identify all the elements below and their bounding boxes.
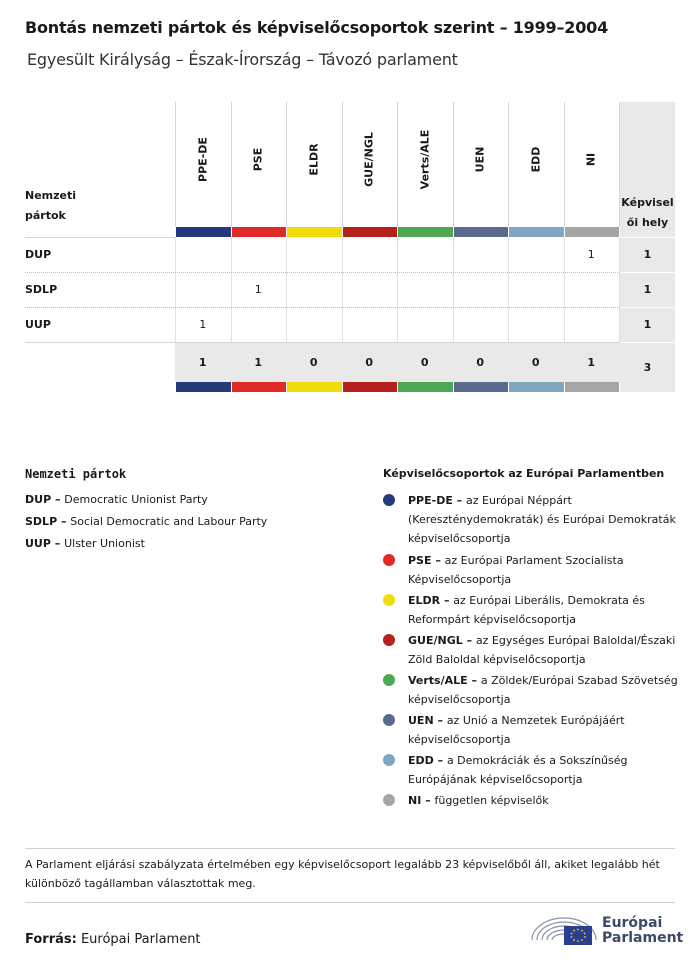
row-label-uup: UUP (25, 318, 51, 331)
parties-legend-title: Nemzeti pártok (25, 467, 127, 481)
column-color-bar-bottom (398, 382, 453, 392)
column-header-ppede: PPE-DE (196, 137, 210, 182)
group-color-dot (383, 794, 395, 806)
column-divider (564, 102, 565, 227)
group-text (408, 791, 688, 810)
column-divider-body (397, 237, 398, 342)
page-title: Bontás nemzeti pártok és képviselőcsoportok szerint – 1999–2004 (25, 18, 609, 37)
group-abbr: ELDR – (408, 594, 454, 607)
seats-row-rule (620, 237, 675, 238)
group-abbr: PPE-DE – (408, 494, 467, 507)
total-cell: 0 (476, 356, 485, 369)
party-abbr: DUP – (25, 493, 65, 506)
table-cell: 1 (254, 283, 262, 296)
group-desc: a Demokráciák és a Sokszínűség Európájának képviselőcsoportja (408, 754, 628, 786)
seats-row-rule (620, 307, 675, 308)
seats-cell: 1 (643, 248, 652, 261)
group-abbr: EDD – (408, 754, 447, 767)
logo-line-2: Parlament (602, 930, 684, 946)
column-color-bar (454, 227, 509, 237)
group-desc: az Európai Liberális, Demokrata és Reformpárt képviselőcsoportja (408, 594, 645, 626)
table-cell: 1 (199, 318, 207, 331)
party-legend-item (25, 515, 267, 528)
total-seats-cell: 3 (643, 361, 652, 374)
total-cell: 0 (309, 356, 318, 369)
total-cell: 1 (198, 356, 207, 369)
groups-legend-title: Képviselőcsoportok az Európai Parlamentben (383, 467, 665, 480)
row-label-dup: DUP (25, 248, 52, 261)
column-divider (231, 102, 232, 227)
group-text (408, 751, 688, 789)
column-divider (508, 102, 509, 227)
column-divider-body (342, 237, 343, 342)
party-abbr: SDLP – (25, 515, 71, 528)
note-divider-top (25, 848, 675, 849)
group-desc: az Európai Parlament Szocialista Képviselőcsoportja (408, 554, 624, 586)
group-color-dot (383, 494, 395, 506)
column-color-bar (343, 227, 398, 237)
seats-header-line: ői hely (626, 216, 669, 229)
column-color-bar-bottom (565, 382, 620, 392)
logo-text (602, 916, 683, 946)
total-cell: 1 (254, 356, 263, 369)
column-divider (286, 102, 287, 227)
seats-row-rule (620, 272, 675, 273)
page-subtitle: Egyesült Királyság – Észak-Írország – Távozó parlament (27, 50, 458, 69)
party-legend-item (25, 537, 145, 550)
seats-column-bg (620, 102, 675, 392)
seats-header-line: Képvisel (621, 196, 674, 209)
column-header-ni: NI (584, 152, 598, 167)
note-divider-bottom (25, 902, 675, 903)
total-cell: 0 (420, 356, 429, 369)
column-header-edd: EDD (529, 146, 543, 173)
source-line (25, 932, 201, 947)
column-header-vertsale: Verts/ALE (418, 129, 432, 190)
column-color-bar (565, 227, 620, 237)
group-color-dot (383, 674, 395, 686)
party-name: Ulster Unionist (64, 537, 145, 550)
source-label: Forrás: (25, 932, 77, 947)
column-color-bar-bottom (287, 382, 342, 392)
group-color-dot (383, 554, 395, 566)
group-abbr: GUE/NGL – (408, 634, 476, 647)
group-desc: az Unió a Nemzetek Európájáért képviselőcsoportja (408, 714, 625, 746)
total-cell: 0 (531, 356, 540, 369)
column-color-bar-bottom (454, 382, 509, 392)
party-abbr: UUP – (25, 537, 65, 550)
table-cell: 1 (587, 248, 595, 261)
total-cell: 1 (587, 356, 596, 369)
group-color-dot (383, 634, 395, 646)
group-desc: a Zöldek/Európai Szabad Szövetség képviselőcsoportja (408, 674, 678, 706)
row-header-label (25, 186, 76, 226)
column-color-bar (398, 227, 453, 237)
row-rule (25, 307, 620, 308)
group-text (408, 491, 688, 548)
seats-header (620, 193, 675, 233)
column-color-bar (232, 227, 287, 237)
column-color-bar-bottom (176, 382, 231, 392)
row-rule (25, 272, 620, 273)
party-group-table (0, 0, 700, 420)
logo-line-1: Európai (602, 915, 663, 931)
group-color-dot (383, 594, 395, 606)
group-desc: független képviselők (434, 794, 549, 807)
column-divider-body (508, 237, 509, 342)
row-label-sdlp: SDLP (25, 283, 58, 296)
party-legend-item (25, 493, 208, 506)
group-desc: az Európai Néppárt (Kereszténydemokraták) és Európai Demokraták képviselőcsoportja (408, 494, 676, 545)
column-color-bar-bottom (343, 382, 398, 392)
seats-cell: 1 (643, 318, 652, 331)
column-color-bar (176, 227, 231, 237)
row-header-line: pártok (25, 209, 66, 222)
column-divider-body (286, 237, 287, 342)
party-name: Social Democratic and Labour Party (70, 515, 268, 528)
seats-row-rule (620, 342, 675, 343)
seats-cell: 1 (643, 283, 652, 296)
group-abbr: PSE – (408, 554, 445, 567)
column-header-pse: PSE (251, 147, 265, 172)
group-text (408, 671, 688, 709)
group-desc: az Egységes Európai Baloldal/Északi Zöld Baloldal képviselőcsoportja (408, 634, 676, 666)
column-divider (342, 102, 343, 227)
column-color-bar (509, 227, 564, 237)
group-text (408, 591, 688, 629)
header-rule (25, 237, 175, 238)
group-abbr: Verts/ALE – (408, 674, 481, 687)
group-text (408, 711, 688, 749)
total-cell: 0 (365, 356, 374, 369)
group-color-dot (383, 754, 395, 766)
column-header-uen: UEN (473, 146, 487, 173)
rows-bottom-rule (25, 342, 620, 343)
column-color-bar (287, 227, 342, 237)
column-divider (453, 102, 454, 227)
column-color-bar-bottom (232, 382, 287, 392)
source-text: Európai Parlament (76, 932, 201, 947)
column-divider (175, 102, 176, 227)
party-name: Democratic Unionist Party (64, 493, 208, 506)
column-divider (397, 102, 398, 227)
column-divider-body (453, 237, 454, 342)
footnote: A Parlament eljárási szabályzata értelmében egy képviselőcsoport legalább 23 képviselőből áll, akiket legalább hét különböző tagállamban választottak meg. (25, 858, 660, 890)
group-text (408, 631, 688, 669)
group-abbr: NI – (408, 794, 435, 807)
row-header-line: Nemzeti (25, 189, 77, 202)
group-abbr: UEN – (408, 714, 447, 727)
column-header-guengl: GUE/NGL (362, 132, 376, 187)
column-header-eldr: ELDR (307, 143, 321, 176)
group-text (408, 551, 688, 589)
column-color-bar-bottom (509, 382, 564, 392)
group-color-dot (383, 714, 395, 726)
